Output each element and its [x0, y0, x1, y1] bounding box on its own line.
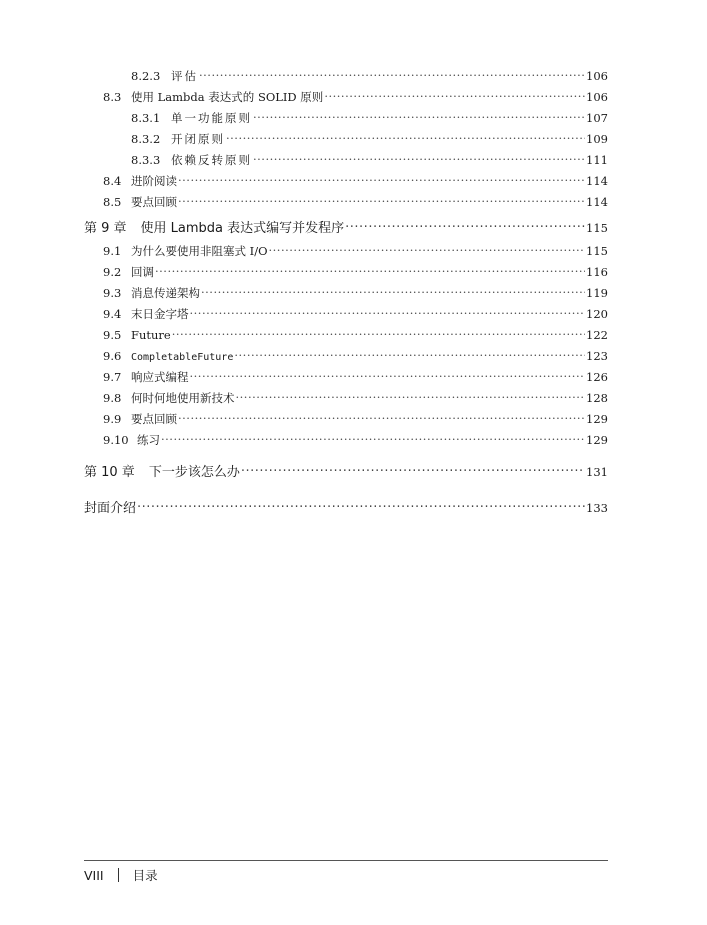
- toc-entry-8-4: [84, 171, 608, 192]
- toc-entry-9-5: [84, 325, 608, 346]
- dot-leader: [201, 282, 585, 303]
- dot-leader: [345, 215, 585, 241]
- toc-entry-number: 9.9: [103, 412, 122, 426]
- toc-entry-number: 9.2: [103, 265, 122, 279]
- toc-entry-title: Future: [131, 328, 171, 342]
- toc-entry-number: 8.2.3: [131, 69, 161, 83]
- toc-entry-8-5: [84, 192, 608, 213]
- toc-entry-title: 回调: [131, 265, 154, 279]
- dot-leader: [236, 387, 586, 408]
- toc-entry-page: 120: [586, 307, 608, 321]
- toc-entry-number: 8.4: [103, 174, 122, 188]
- dot-leader: [190, 366, 586, 387]
- toc-entry-title: 要点回顾: [131, 195, 177, 209]
- toc-entry-page: 126: [586, 370, 608, 384]
- toc-entry-title: CompletableFuture: [131, 352, 234, 363]
- dot-leader: [137, 495, 585, 521]
- toc-entry-title: 进阶阅读: [131, 174, 177, 188]
- toc-entry-number: 8.3.1: [131, 111, 161, 125]
- footer-separator: [118, 868, 119, 882]
- toc-entry-page: 107: [586, 111, 608, 125]
- toc-entry-number: 9.10: [103, 433, 129, 447]
- toc-entry-page: 116: [586, 265, 608, 279]
- toc-entry-9-9: [84, 409, 608, 430]
- toc-entry-title: 练习: [137, 433, 160, 447]
- toc-entry-title: 单一功能原则: [171, 111, 252, 125]
- toc-entry-title: 开闭原则: [171, 132, 225, 146]
- footer-divider: [84, 860, 608, 861]
- toc-entry-9-7: [84, 367, 608, 388]
- chapter-title: 封面介绍: [84, 501, 137, 516]
- toc-entry-8-3-3: [84, 150, 608, 171]
- dot-leader: [161, 429, 585, 450]
- toc-entry-title: 消息传递架构: [131, 286, 200, 300]
- toc-entry-title: 何时何地使用新技术: [131, 391, 235, 405]
- dot-leader: [178, 408, 585, 429]
- dot-leader: [178, 191, 585, 212]
- chapter-title: 使用 Lambda 表达式编写并发程序: [140, 221, 345, 236]
- dot-leader: [199, 65, 585, 86]
- toc-entry-9-8: [84, 388, 608, 409]
- toc-entry-9-4: [84, 304, 608, 325]
- toc-chapter-10: [84, 459, 608, 485]
- toc-entry-9-6: [84, 346, 608, 367]
- toc-cover-description: [84, 495, 608, 521]
- footer-section-title: 目录: [132, 868, 158, 883]
- toc-entry-8-3-2: [84, 129, 608, 150]
- chapter-page: 133: [586, 501, 608, 515]
- toc-entry-number: 9.5: [103, 328, 122, 342]
- toc-entry-page: 106: [586, 90, 608, 104]
- toc-entry-9-10: [84, 430, 608, 451]
- chapter-number: 第 9 章: [84, 221, 127, 236]
- toc-entry-number: 9.4: [103, 307, 122, 321]
- dot-leader: [234, 345, 585, 366]
- toc-entry-9-2: [84, 262, 608, 283]
- chapter-page: 115: [586, 221, 608, 235]
- toc-entry-number: 9.1: [103, 244, 122, 258]
- dot-leader: [155, 261, 585, 282]
- toc-entry-number: 8.3.2: [131, 132, 161, 146]
- toc-entry-number: 9.7: [103, 370, 122, 384]
- toc-entry-number: 9.8: [103, 391, 122, 405]
- toc-entry-9-3: [84, 283, 608, 304]
- chapter-page: 131: [586, 465, 608, 479]
- toc-entry-title: 响应式编程: [131, 370, 189, 384]
- table-of-contents: [84, 66, 608, 521]
- toc-entry-page: 129: [586, 412, 608, 426]
- toc-entry-page: 109: [586, 132, 608, 146]
- toc-entry-page: 111: [586, 153, 608, 167]
- toc-entry-8-2-3: [84, 66, 608, 87]
- toc-entry-8-3-1: [84, 108, 608, 129]
- toc-entry-page: 114: [586, 195, 608, 209]
- chapter-number: 第 10 章: [84, 465, 135, 480]
- dot-leader: [190, 303, 586, 324]
- page-footer: [84, 866, 158, 884]
- dot-leader: [253, 149, 585, 170]
- toc-entry-page: 128: [586, 391, 608, 405]
- dot-leader: [324, 86, 585, 107]
- dot-leader: [253, 107, 585, 128]
- toc-entry-title: 末日金字塔: [131, 307, 189, 321]
- dot-leader: [178, 170, 585, 191]
- dot-leader: [226, 128, 585, 149]
- toc-entry-number: 9.3: [103, 286, 122, 300]
- toc-entry-title: 为什么要使用非阻塞式 I/O: [131, 244, 268, 258]
- toc-entry-page: 114: [586, 174, 608, 188]
- dot-leader: [172, 324, 585, 345]
- toc-entry-page: 106: [586, 69, 608, 83]
- toc-entry-page: 122: [586, 328, 608, 342]
- toc-entry-9-1: [84, 241, 608, 262]
- toc-entry-number: 8.3: [103, 90, 122, 104]
- toc-entry-title: 要点回顾: [131, 412, 177, 426]
- toc-entry-page: 123: [586, 349, 608, 363]
- footer-page-number: VIII: [84, 867, 104, 883]
- toc-chapter-9: [84, 215, 608, 241]
- toc-entry-number: 9.6: [103, 349, 122, 363]
- chapter-title: 下一步该怎么办: [148, 465, 240, 480]
- toc-entry-number: 8.3.3: [131, 153, 161, 167]
- toc-entry-number: 8.5: [103, 195, 122, 209]
- dot-leader: [241, 459, 585, 485]
- toc-entry-page: 115: [586, 244, 608, 258]
- toc-entry-title: 评估: [171, 69, 198, 83]
- toc-entry-8-3: [84, 87, 608, 108]
- toc-entry-page: 119: [586, 286, 608, 300]
- toc-entry-page: 129: [586, 433, 608, 447]
- dot-leader: [269, 240, 586, 261]
- toc-entry-title: 使用 Lambda 表达式的 SOLID 原则: [131, 90, 324, 104]
- toc-entry-title: 依赖反转原则: [171, 153, 252, 167]
